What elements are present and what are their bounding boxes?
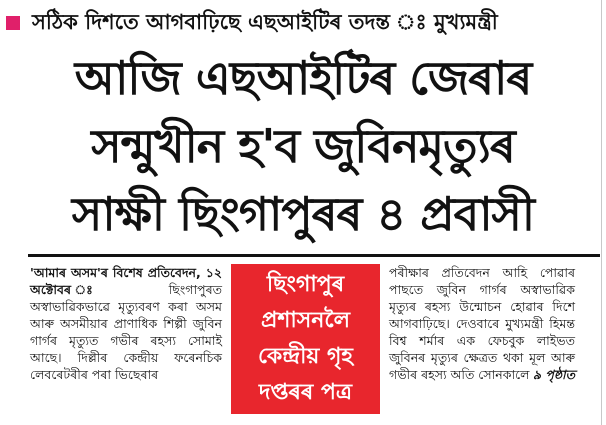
- red-box-line-2: প্ৰশাসনলৈ: [260, 308, 351, 333]
- headline-line-2: সন্মুখীন হ'ব জুবিনমৃত্যুৰ: [91, 119, 515, 173]
- page-edge-line: [601, 0, 602, 425]
- red-box-line-3: কেন্দ্ৰীয় গৃহ: [257, 344, 353, 369]
- headline: [0, 44, 606, 248]
- kicker-bullet: [6, 16, 20, 30]
- dateline: 'আমাৰ অসম'ৰ বিশেষ প্ৰতিবেদন, ১২ অক্টোবৰ ঃ: [30, 265, 222, 297]
- red-box-line-4: দপ্তৰৰ পত্ৰ: [258, 380, 353, 405]
- kicker-line: [6, 6, 600, 40]
- right-body-text: পৰীক্ষাৰ প্ৰতিবেদন আহি পোৱাৰ পাছতে জুবিন গাৰ্গৰ অস্বাভাৱিক মৃত্যুৰ ৰহস্য উন্মোচন হোৱাৰ দিশে আগবাঢ়িছে। দেওবাৰে মুখ্যমন্ত্ৰী হিমন্ত বিশ্ব শৰ্মাৰ এক ফেচবুক লাইভত জুবিনৰ মৃত্যুৰ ক্ষেত্ৰত থকা মূল আৰু গভীৰ ৰহস্য অতি সোনকালে: [389, 265, 575, 382]
- headline-divider: [28, 254, 600, 257]
- right-column: [389, 264, 575, 383]
- red-box-line-1: ছিংগাপুৰ: [266, 272, 345, 297]
- kicker-text: সঠিক দিশতে আগবাঢ়িছে এছআইটিৰ তদন্ত ঃ মুখ্যমন্ত্ৰী: [32, 9, 498, 34]
- headline-line-1: আজি এছআইটিৰ জেৰাৰ: [74, 51, 532, 105]
- left-column: [30, 264, 222, 383]
- left-body-text: ছিংগাপুৰত অস্বাভাৱিকভাৱে মৃত্যুবৰণ কৰা অসম আৰু অসমীয়াৰ প্ৰাণাধিক শিল্পী জুবিন গাৰ্গৰ মৃত্যুত গভীৰ ৰহস্য সোমাই আছে। দিল্লীৰ কেন্দ্ৰীয় ফৰেনচিক লেবৰেটৰীৰ পৰা ভিছেৰাৰ: [30, 282, 222, 382]
- red-highlight-box: [231, 264, 380, 414]
- headline-line-3: সাক্ষী ছিংগাপুৰৰ ৪ প্ৰবাসী: [71, 187, 535, 241]
- page-continuation-link[interactable]: ৯ পৃষ্ঠাত: [532, 367, 575, 382]
